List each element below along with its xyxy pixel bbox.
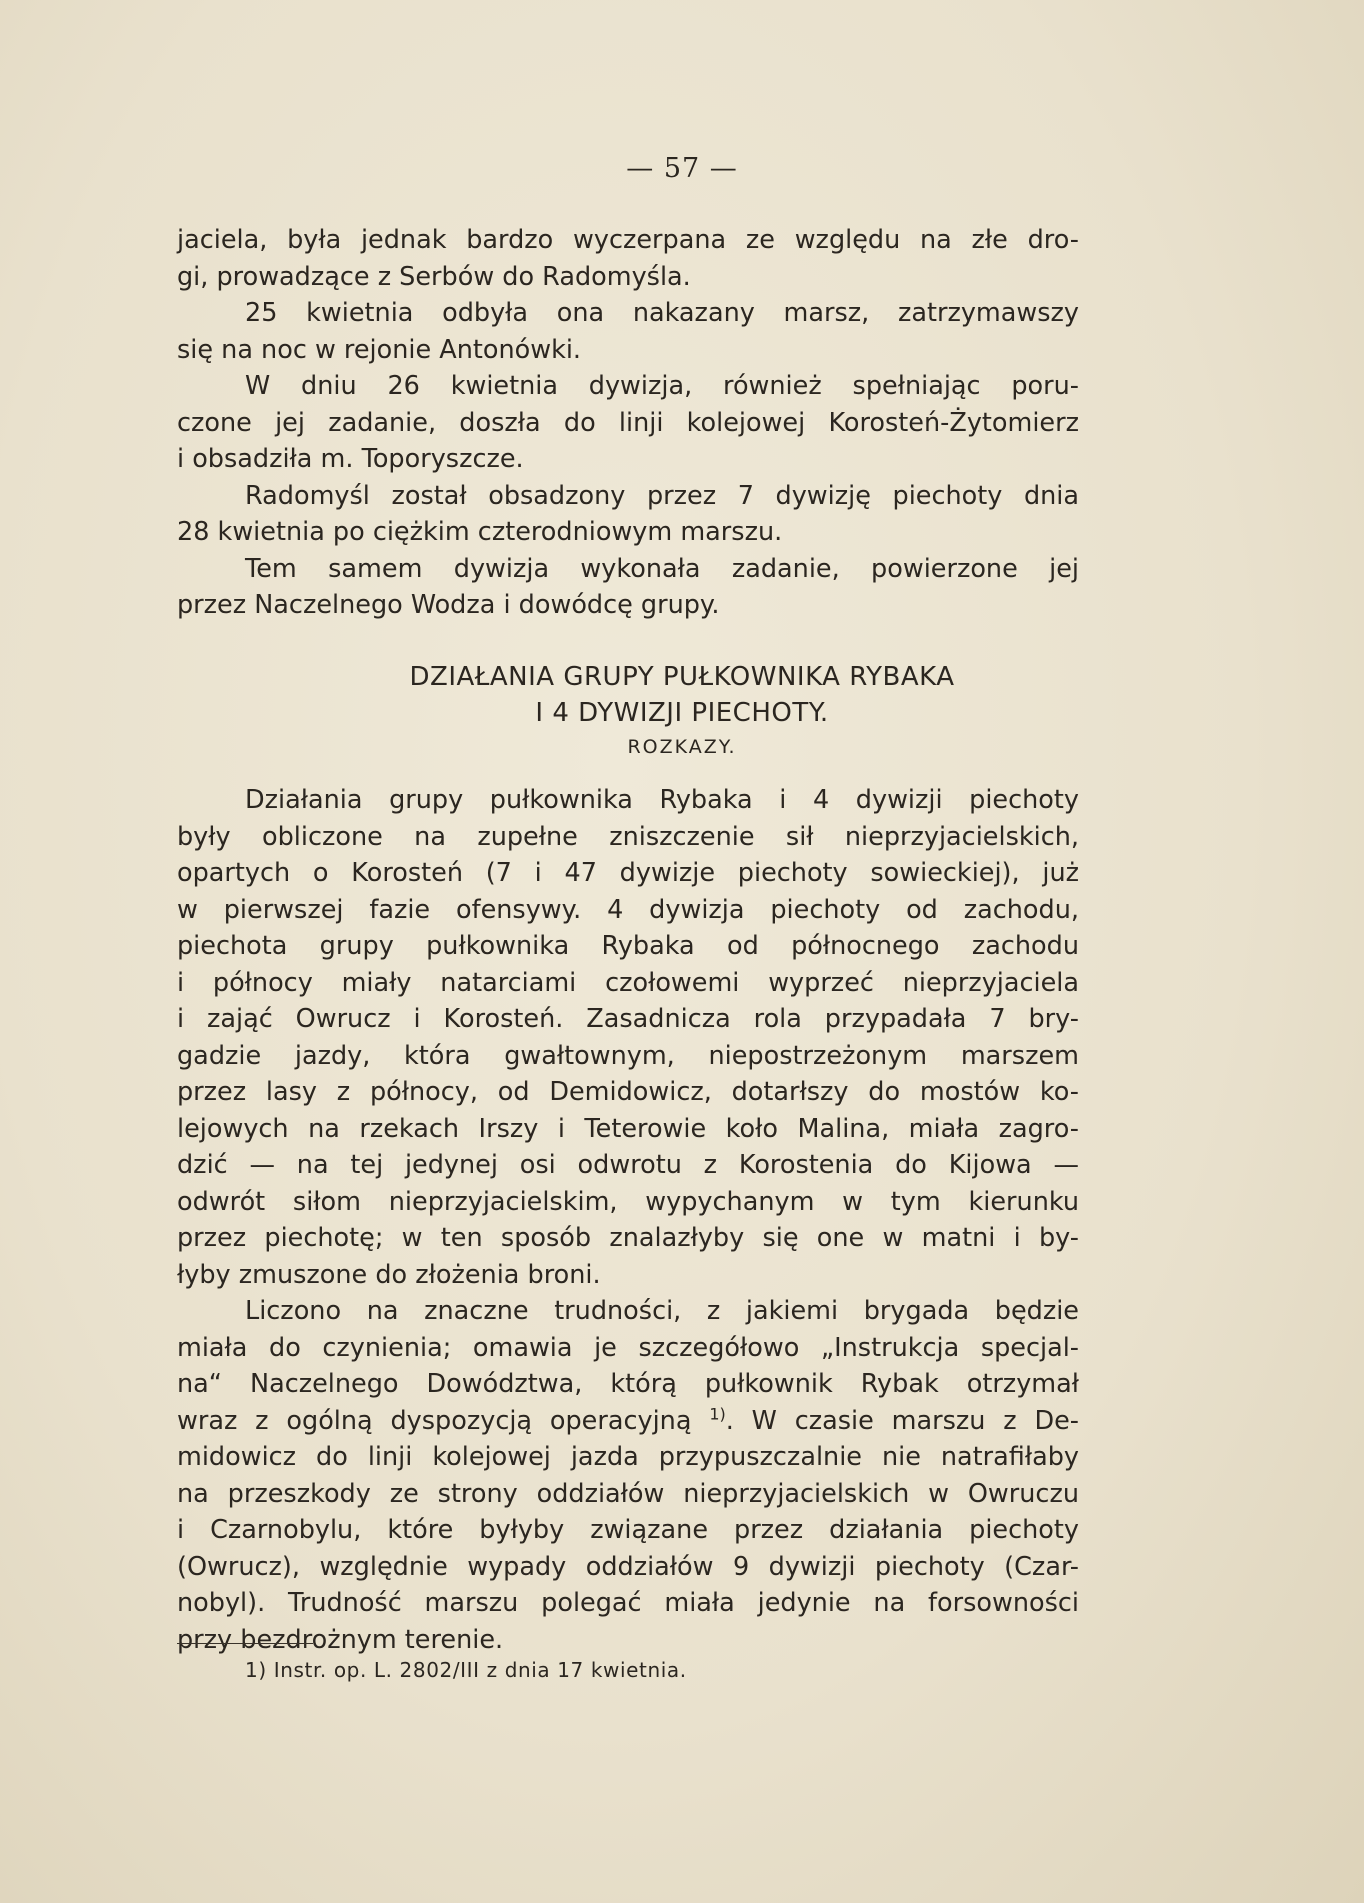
text-line: Działania grupy pułkownika Rybaka i 4 dywizji piechoty	[245, 785, 1079, 815]
page-number: — 57 —	[626, 153, 738, 184]
text-line: jaciela, była jednak bardzo wyczerpana ze względu na złe dro-	[177, 225, 1079, 255]
text-line: miała do czynienia; omawia je szczegółowo „Instrukcja specjal-	[177, 1332, 1079, 1363]
text-line: na przeszkody ze strony oddziałów nieprzyjacielskich w Owruczu	[177, 1478, 1079, 1509]
text-line: w pierwszej fazie ofensywy. 4 dywizja piechoty od zachodu,	[177, 894, 1079, 925]
footnote-marker: 1)	[245, 1658, 267, 1682]
text-line: na“ Naczelnego Dowództwa, którą pułkownik Rybak otrzymał	[177, 1369, 1079, 1399]
text-segment: wraz z ogólną dyspozycją operacyjną	[177, 1405, 692, 1436]
text-line: lejowych na rzekach Irszy i Teterowie koło Malina, miała zagro-	[177, 1113, 1079, 1144]
text-line: przez piechotę; w ten sposób znalazłyby się one w matni i by-	[177, 1223, 1079, 1253]
footnote-text: Instr. op. L. 2802/III z dnia 17 kwietnia.	[273, 1658, 687, 1682]
footnote-reference: 1)	[709, 1404, 726, 1423]
section-heading: DZIAŁANIA GRUPY PUŁKOWNIKA RYBAKA	[409, 662, 955, 692]
paragraph-block-1	[177, 222, 1079, 624]
footnote	[245, 1658, 687, 1682]
text-segment: . W czasie marszu z De-	[725, 1405, 1079, 1436]
text-line: dzić — na tej jedynej osi odwrotu z Korostenia do Kijowa —	[177, 1150, 1079, 1180]
text-line: Liczono na znaczne trudności, z jakiemi brygada będzie	[245, 1296, 1079, 1326]
text-line: gi, prowadzące z Serbów do Radomyśla.	[177, 261, 691, 292]
text-line: łyby zmuszone do złożenia broni.	[177, 1259, 601, 1290]
text-line: i północy miały natarciami czołowemi wyprzeć nieprzyjaciela	[177, 967, 1079, 998]
text-line: Radomyśl został obsadzony przez 7 dywizję piechoty dnia	[245, 480, 1079, 511]
text-line: przez Naczelnego Wodza i dowódcę grupy.	[177, 590, 720, 620]
section-heading-line-2: I 4 DYWIZJI PIECHOTY.	[535, 698, 829, 728]
text-line: 25 kwietnia odbyła ona nakazany marsz, zatrzymawszy	[245, 298, 1079, 328]
text-line: (Owrucz), względnie wypady oddziałów 9 dywizji piechoty (Czar-	[177, 1551, 1079, 1582]
text-line: przez lasy z północy, od Demidowicz, dotarłszy do mostów ko-	[177, 1077, 1079, 1107]
text-line-with-footnote	[177, 1403, 1079, 1440]
text-line: W dniu 26 kwietnia dywizja, również spełniając poru-	[245, 371, 1079, 401]
paragraph-block-2	[177, 782, 1079, 1658]
text-line: midowicz do linji kolejowej jazda przypuszczalnie nie natrafiłaby	[177, 1442, 1079, 1472]
text-line: były obliczone na zupełne zniszczenie sił nieprzyjacielskich,	[177, 821, 1079, 852]
text-line: piechota grupy pułkownika Rybaka od północnego zachodu	[177, 931, 1079, 961]
text-line: i zająć Owrucz i Korosteń. Zasadnicza rola przypadała 7 bry-	[177, 1004, 1079, 1034]
text-line: nobyl). Trudność marszu polegać miała jedynie na forsowności	[177, 1588, 1079, 1618]
text-line: opartych o Korosteń (7 i 47 dywizje piechoty sowieckiej), już	[177, 858, 1079, 888]
text-line: gadzie jazdy, która gwałtownym, niepostrzeżonym marszem	[177, 1040, 1079, 1071]
text-line: się na noc w rejonie Antonówki.	[177, 334, 582, 365]
section-subheading: ROZKAZY.	[627, 736, 737, 758]
footnote-divider	[177, 1643, 313, 1644]
text-line: 28 kwietnia po ciężkim czterodniowym marszu.	[177, 517, 783, 547]
text-line: i Czarnobylu, które byłyby związane przez działania piechoty	[177, 1515, 1079, 1545]
text-line: czone jej zadanie, doszła do linji kolejowej Korosteń-Żytomierz	[177, 407, 1079, 438]
text-line: i obsadziła m. Toporyszcze.	[177, 444, 524, 474]
text-line: Tem samem dywizja wykonała zadanie, powierzone jej	[245, 553, 1079, 584]
text-line: przy bezdrożnym terenie.	[177, 1624, 504, 1655]
text-line: odwrót siłom nieprzyjacielskim, wypychanym w tym kierunku	[177, 1186, 1079, 1217]
